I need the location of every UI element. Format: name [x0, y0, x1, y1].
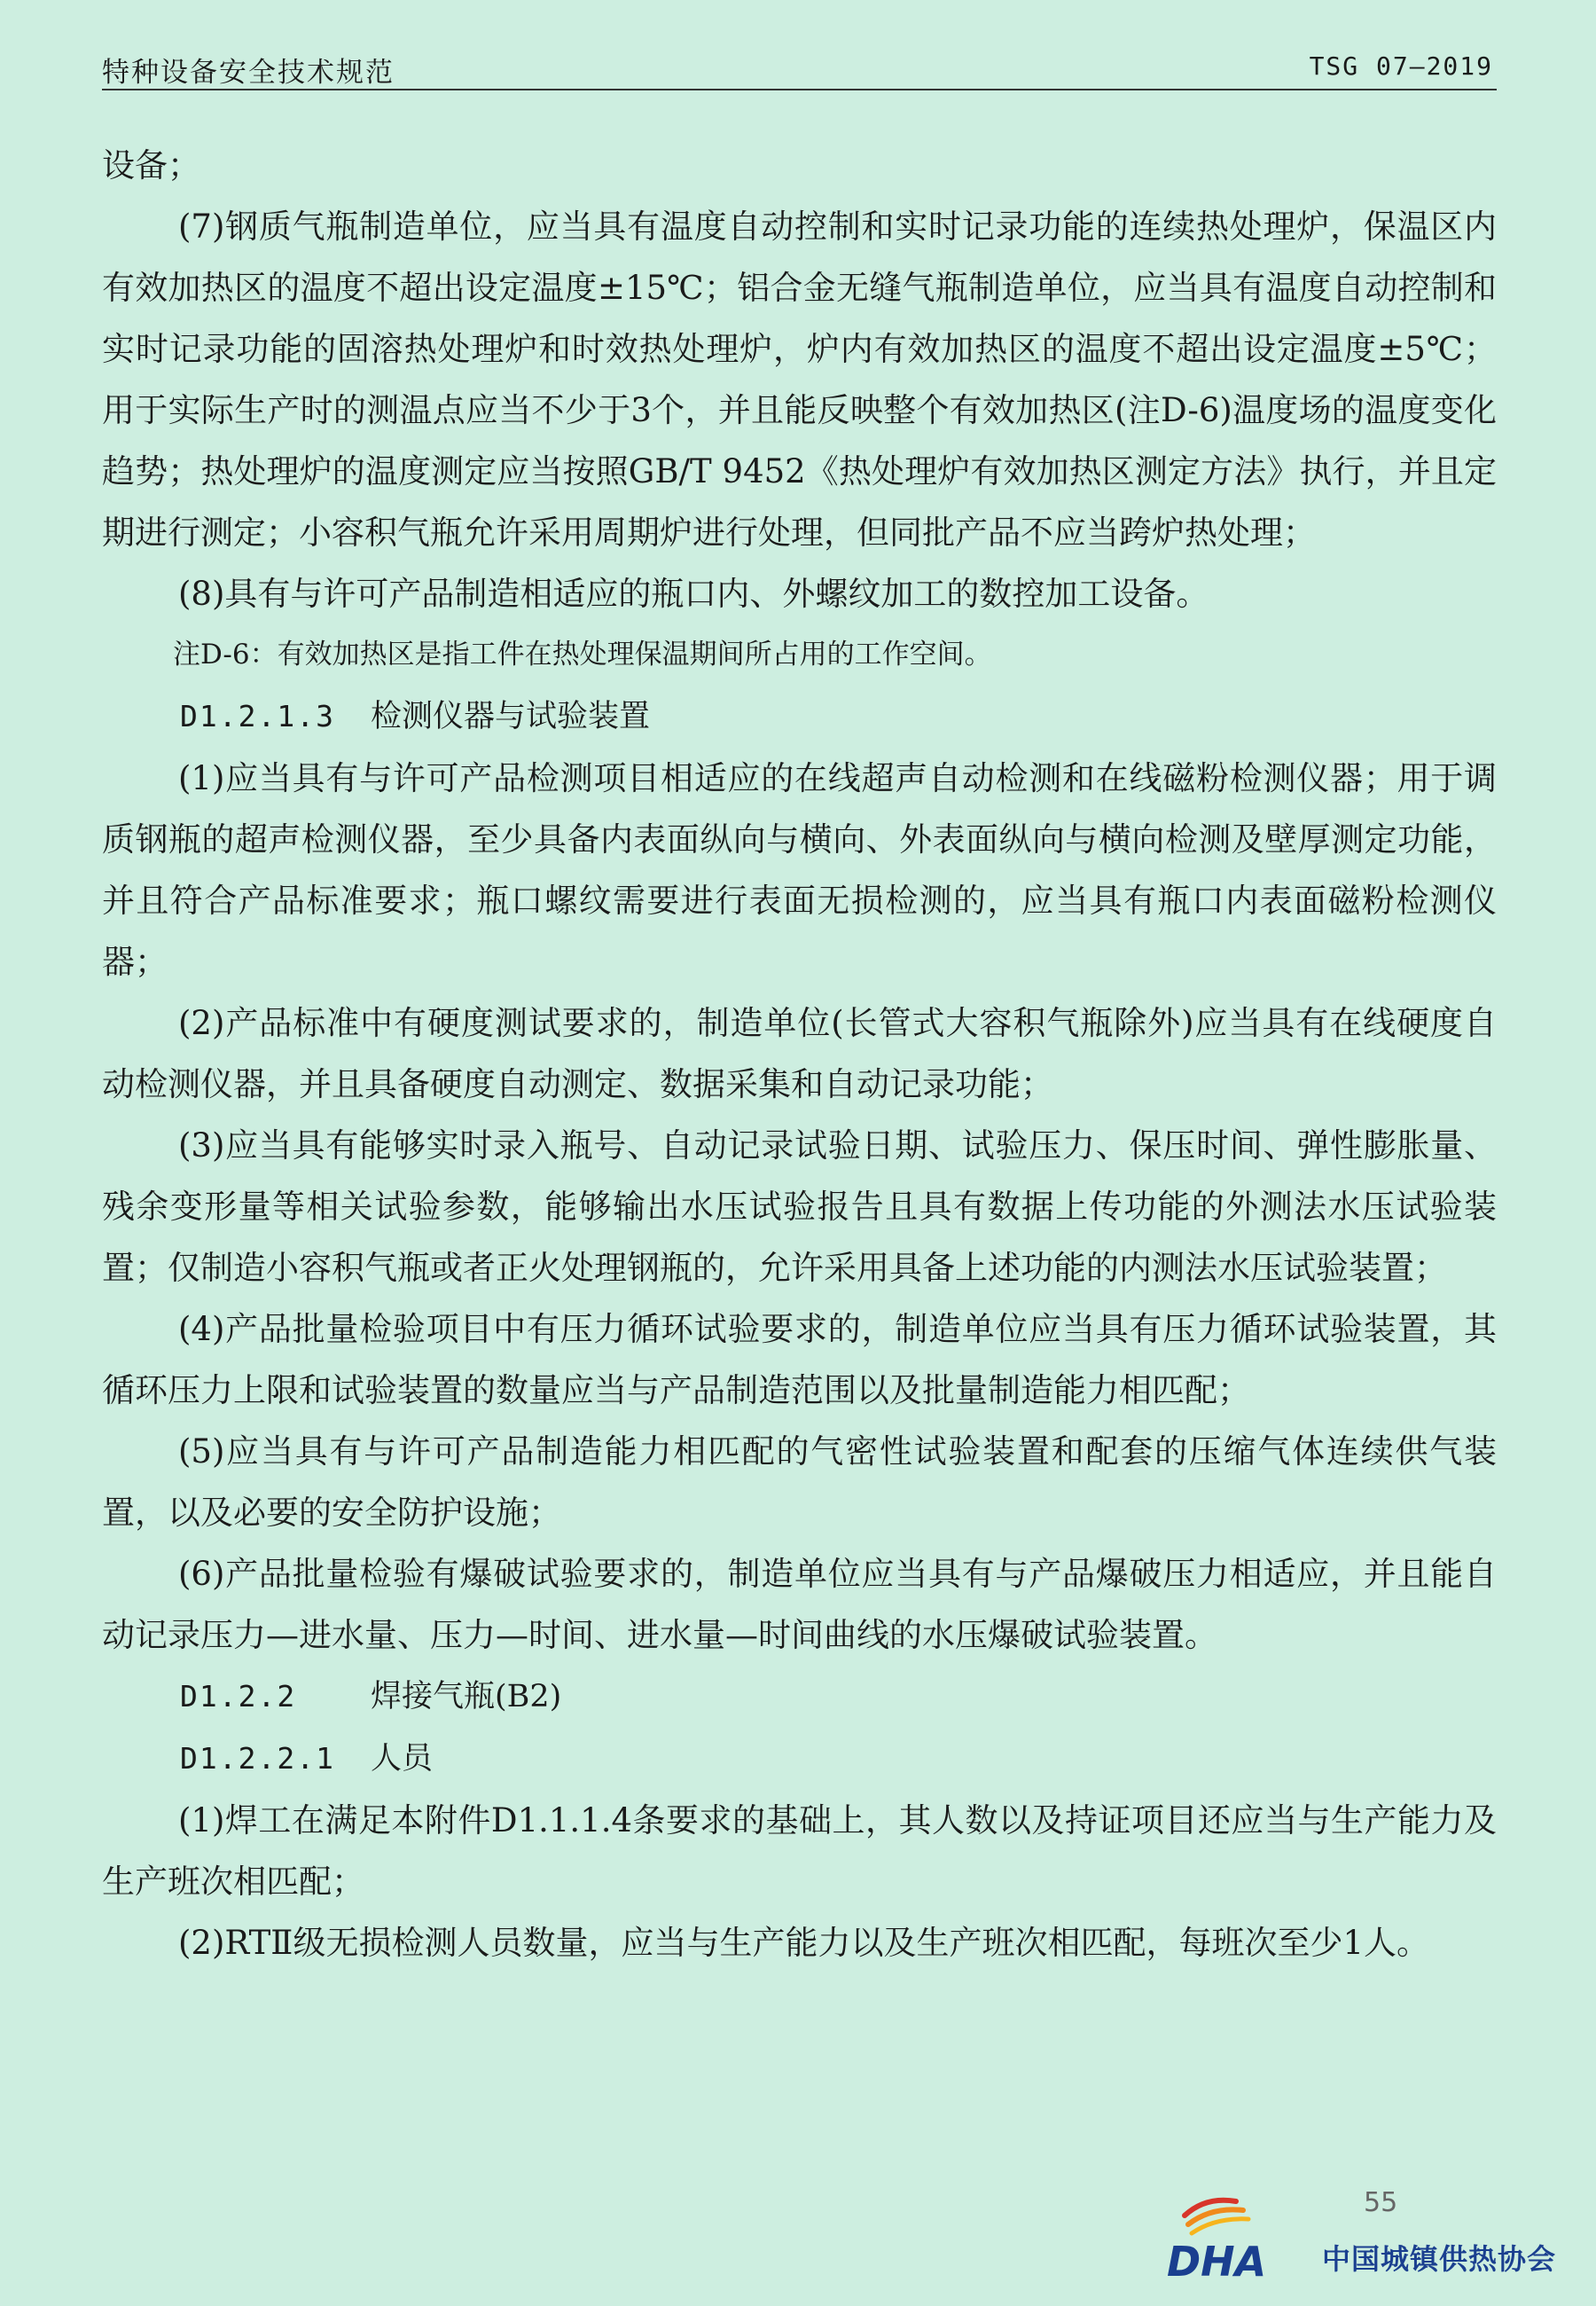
paragraph: (1)应当具有与许可产品检测项目相适应的在线超声自动检测和在线磁粉检测仪器；用于调质钢瓶的超声检测仪器，至少具备内表面纵向与横向、外表面纵向与横向检测及壁厚测定功能，并且符合产品标准要求；瓶口螺纹需要进行表面无损检测的，应当具有瓶口内表面磁粉检测仪器； — [102, 759, 1497, 981]
page-body — [102, 135, 1497, 1973]
paragraph: 设备； — [102, 146, 200, 184]
section-heading — [102, 1728, 1497, 1790]
paragraph: (7)钢质气瓶制造单位，应当具有温度自动控制和实时记录功能的连续热处理炉，保温区内有效加热区的温度不超出设定温度±15℃；铝合金无缝气瓶制造单位，应当具有温度自动控制和实时记录功能的固溶热处理炉和时效热处理炉，炉内有效加热区的温度不超出设定温度±5℃；用于实际生产时的测温点应当不少于3个，并且能反映整个有效加热区(注D-6)温度场的温度变化趋势；热处理炉的温度测定应当按照GB/T 9452《热处理炉有效加热区测定方法》执行，并且定期进行测定；小容积气瓶允许采用周期炉进行处理，但同批产品不应当跨炉热处理； — [102, 208, 1497, 552]
section-number: D1.2.2.1 — [180, 1741, 335, 1776]
paragraph: (6)产品批量检验有爆破试验要求的，制造单位应当具有与产品爆破压力相适应，并且能自动记录压力—进水量、压力—时间、进水量—时间曲线的水压爆破试验装置。 — [102, 1555, 1497, 1654]
paragraph: (8)具有与许可产品制造相适应的瓶口内、外螺纹加工的数控加工设备。 — [178, 575, 1209, 613]
paragraph: (2)产品标准中有硬度测试要求的，制造单位(长管式大容积气瓶除外)应当具有在线硬度自动检测仪器，并且具备硬度自动测定、数据采集和自动记录功能； — [102, 1004, 1497, 1103]
header-standard-code: TSG 07—2019 — [1309, 51, 1493, 81]
section-heading — [102, 686, 1497, 748]
page-number: 55 — [1364, 2187, 1398, 2218]
logo-mark: DHA — [1167, 2238, 1267, 2286]
association-logo — [1160, 2191, 1559, 2288]
paragraph: (1)焊工在满足本附件D1.1.1.4条要求的基础上，其人数以及持证项目还应当与生产能力及生产班次相匹配； — [102, 1801, 1497, 1901]
section-number: D1.2.2 — [180, 1679, 297, 1714]
section-heading — [102, 1666, 1497, 1728]
section-title: 焊接气瓶(B2) — [371, 1679, 562, 1714]
paragraph: (2)RTⅡ级无损检测人员数量，应当与生产能力以及生产班次相匹配，每班次至少1人。 — [178, 1924, 1429, 1962]
logo-text: 中国城镇供热协会 — [1322, 2242, 1557, 2276]
note: 注D-6：有效加热区是指工件在热处理保温期间所占用的工作空间。 — [173, 639, 992, 671]
header-title: 特种设备安全技术规范 — [102, 57, 395, 89]
paragraph: (5)应当具有与许可产品制造能力相匹配的气密性试验装置和配套的压缩气体连续供气装置，以及必要的安全防护设施； — [102, 1432, 1497, 1532]
section-title: 人员 — [371, 1741, 434, 1777]
page-header — [102, 50, 1497, 90]
paragraph: (4)产品批量检验项目中有压力循环试验要求的，制造单位应当具有压力循环试验装置，其循环压力上限和试验装置的数量应当与产品制造范围以及批量制造能力相匹配； — [102, 1310, 1497, 1409]
section-title: 检测仪器与试验装置 — [371, 699, 651, 734]
section-number: D1.2.1.3 — [180, 699, 335, 733]
paragraph: (3)应当具有能够实时录入瓶号、自动记录试验日期、试验压力、保压时间、弹性膨胀量、残余变形量等相关试验参数，能够输出水压试验报告且具有数据上传功能的外测法水压试验装置；仅制造小容积气瓶或者正火处理钢瓶的，允许采用具备上述功能的内测法水压试验装置； — [102, 1126, 1497, 1287]
dha-logo-icon — [1160, 2191, 1319, 2288]
